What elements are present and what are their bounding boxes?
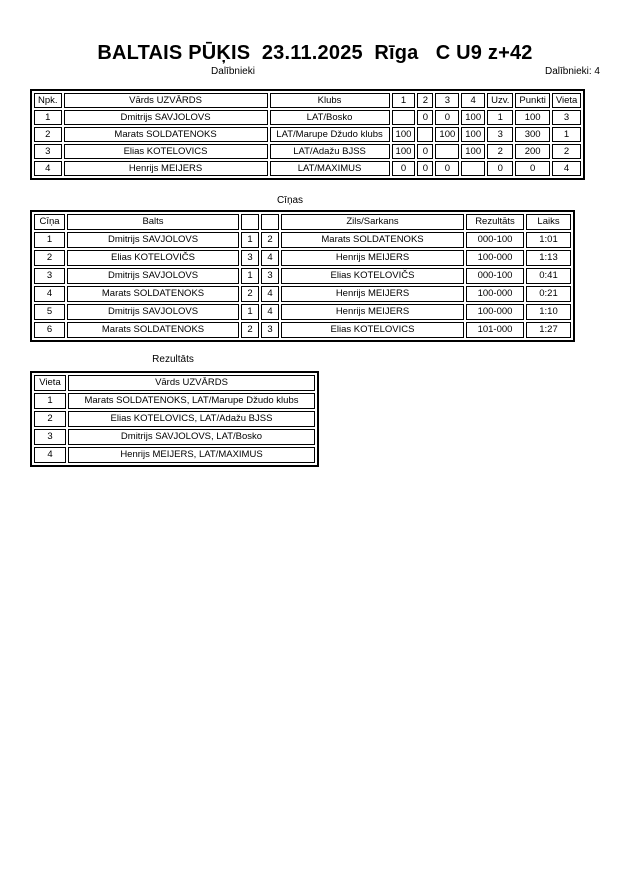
cell-time: 0:21 [526,286,571,302]
cell-opp1: 100 [392,127,416,142]
cell-points: 200 [515,144,549,159]
cell-opp3: 0 [435,110,459,125]
cell-fight: 2 [34,250,65,266]
header-npk: Npk. [34,93,62,108]
cell-blue: Elias KOTELOVICS [281,322,464,338]
fight-row [34,322,571,338]
fight-row [34,268,571,284]
cell-place: 1 [552,127,581,142]
cell-opp4: 100 [461,110,485,125]
header-opp2: 2 [417,93,433,108]
cell-opp3 [435,144,459,159]
cell-result: 101-000 [466,322,524,338]
cell-opp3: 0 [435,161,459,176]
fight-row [34,304,571,320]
cell-place: 1 [34,393,66,409]
header-time: Laiks [526,214,571,230]
fight-row [34,232,571,248]
result-row [34,393,315,409]
cell-blue-no: 4 [261,250,279,266]
results-caption: Rezultāts [152,354,194,365]
participants-count: Dalībnieki: 4 [544,66,600,77]
cell-wins: 0 [487,161,513,176]
cell-white: Marats SOLDATENOKS [67,322,239,338]
cell-white: Marats SOLDATENOKS [67,286,239,302]
participants-table [30,89,585,180]
cell-fight: 4 [34,286,65,302]
cell-blue: Elias KOTELOVIČS [281,268,464,284]
cell-npk: 1 [34,110,62,125]
participant-row [34,110,581,125]
cell-wins: 2 [487,144,513,159]
cell-fight: 5 [34,304,65,320]
cell-blue: Marats SOLDATENOKS [281,232,464,248]
cell-opp3: 100 [435,127,459,142]
cell-fight: 3 [34,268,65,284]
cell-result: 000-100 [466,232,524,248]
cell-time: 1:10 [526,304,571,320]
fights-caption: Cīņas [276,195,304,206]
fight-row [34,286,571,302]
cell-wins: 1 [487,110,513,125]
cell-result: 100-000 [466,286,524,302]
participants-header-row [34,93,581,108]
header-result: Rezultāts [466,214,524,230]
cell-time: 1:27 [526,322,571,338]
cell-points: 0 [515,161,549,176]
cell-white: Dmitrijs SAVJOLOVS [67,232,239,248]
cell-npk: 3 [34,144,62,159]
cell-wins: 3 [487,127,513,142]
cell-place: 4 [34,447,66,463]
cell-white-no: 2 [241,286,259,302]
header-place: Vieta [552,93,581,108]
cell-white: Dmitrijs SAVJOLOVS [67,268,239,284]
header-points: Punkti [515,93,549,108]
cell-points: 100 [515,110,549,125]
cell-opp2 [417,127,433,142]
cell-name: Dmitrijs SAVJOLOVS [64,110,268,125]
cell-opp1 [392,110,416,125]
cell-opp4: 100 [461,144,485,159]
header-name: Vārds UZVĀRDS [68,375,315,391]
cell-white-no: 2 [241,322,259,338]
header-opp4: 4 [461,93,485,108]
cell-name: Marats SOLDATENOKS [64,127,268,142]
cell-name: Dmitrijs SAVJOLOVS, LAT/Bosko [68,429,315,445]
cell-white: Elias KOTELOVIČS [67,250,239,266]
header-name: Vārds UZVĀRDS [64,93,268,108]
cell-opp1: 100 [392,144,416,159]
participant-row [34,144,581,159]
cell-place: 4 [552,161,581,176]
cell-club: LAT/Marupe Džudo klubs [270,127,390,142]
participant-row [34,161,581,176]
result-row [34,429,315,445]
header-blue: Zils/Sarkans [281,214,464,230]
result-row [34,411,315,427]
page-title: BALTAIS PŪĶIS 23.11.2025 Rīga C U9 z+42 [97,42,533,64]
cell-opp4 [461,161,485,176]
results-header-row [34,375,315,391]
cell-result: 100-000 [466,250,524,266]
cell-opp2: 0 [417,144,433,159]
cell-opp1: 0 [392,161,416,176]
cell-fight: 6 [34,322,65,338]
participants-caption: Dalībnieki [211,66,255,77]
cell-place: 3 [34,429,66,445]
cell-blue-no: 3 [261,268,279,284]
header-blue-no [261,214,279,230]
cell-blue: Henrijs MEIJERS [281,304,464,320]
cell-club: LAT/Bosko [270,110,390,125]
header-club: Klubs [270,93,390,108]
header-white-no [241,214,259,230]
result-row [34,447,315,463]
results-table [30,371,319,467]
cell-place: 3 [552,110,581,125]
cell-time: 1:01 [526,232,571,248]
cell-white-no: 3 [241,250,259,266]
cell-time: 0:41 [526,268,571,284]
cell-name: Henrijs MEIJERS [64,161,268,176]
cell-place: 2 [552,144,581,159]
cell-club: LAT/MAXIMUS [270,161,390,176]
header-fight: Cīņa [34,214,65,230]
cell-name: Elias KOTELOVICS, LAT/Adažu BJSS [68,411,315,427]
cell-white: Dmitrijs SAVJOLOVS [67,304,239,320]
header-wins: Uzv. [487,93,513,108]
participant-row [34,127,581,142]
cell-blue-no: 3 [261,322,279,338]
cell-blue-no: 4 [261,286,279,302]
header-opp3: 3 [435,93,459,108]
cell-npk: 2 [34,127,62,142]
cell-name: Henrijs MEIJERS, LAT/MAXIMUS [68,447,315,463]
cell-time: 1:13 [526,250,571,266]
cell-name: Elias KOTELOVICS [64,144,268,159]
cell-opp4: 100 [461,127,485,142]
cell-result: 000-100 [466,268,524,284]
cell-white-no: 1 [241,232,259,248]
cell-name: Marats SOLDATENOKS, LAT/Marupe Džudo klubs [68,393,315,409]
cell-white-no: 1 [241,268,259,284]
cell-blue: Henrijs MEIJERS [281,250,464,266]
cell-opp2: 0 [417,161,433,176]
header-white: Balts [67,214,239,230]
cell-white-no: 1 [241,304,259,320]
cell-opp2: 0 [417,110,433,125]
cell-result: 100-000 [466,304,524,320]
header-place: Vieta [34,375,66,391]
cell-club: LAT/Adažu BJSS [270,144,390,159]
cell-points: 300 [515,127,549,142]
cell-npk: 4 [34,161,62,176]
cell-place: 2 [34,411,66,427]
cell-blue: Henrijs MEIJERS [281,286,464,302]
fights-table [30,210,575,342]
cell-fight: 1 [34,232,65,248]
cell-blue-no: 2 [261,232,279,248]
fights-header-row [34,214,571,230]
fight-row [34,250,571,266]
header-opp1: 1 [392,93,416,108]
cell-blue-no: 4 [261,304,279,320]
